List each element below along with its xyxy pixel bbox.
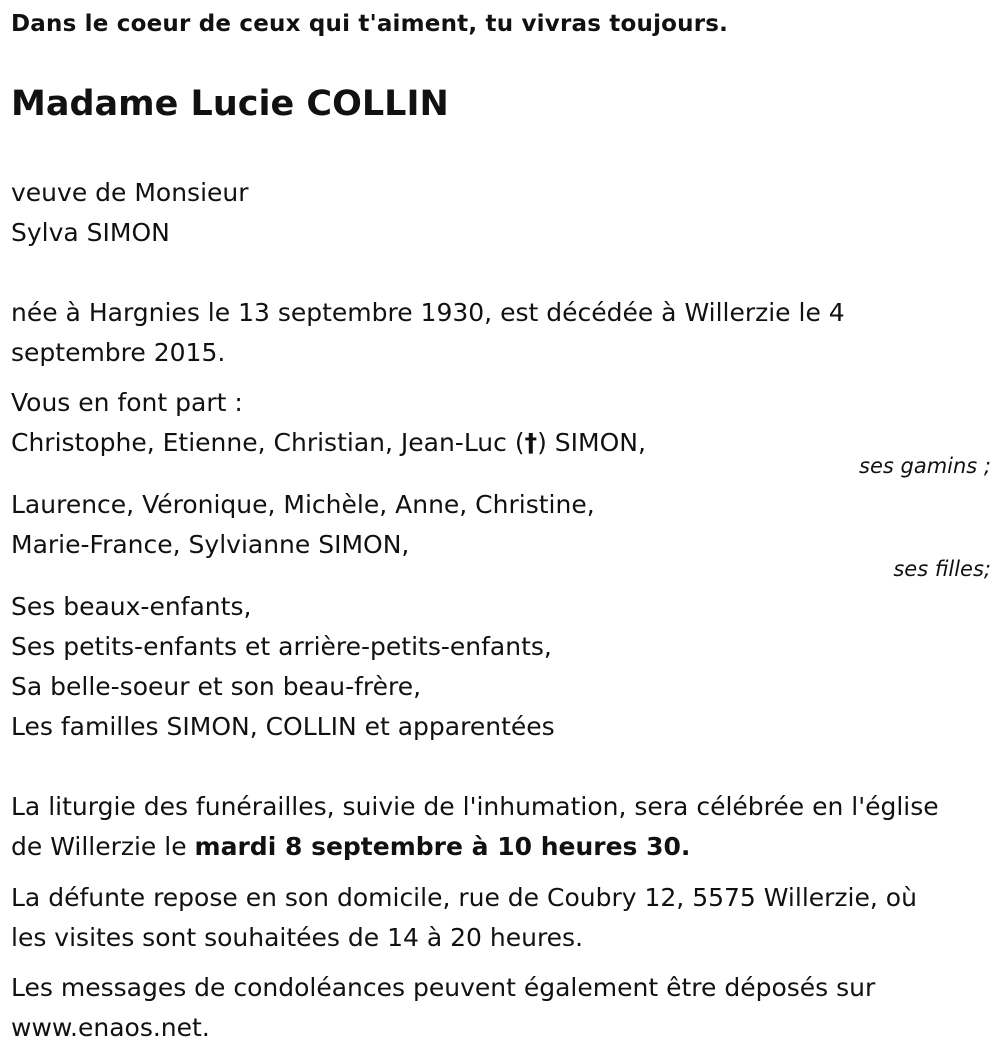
family-intro: Vous en font part : [11, 388, 243, 417]
funeral-place: de Willerzie le [11, 832, 195, 861]
tagline: Dans le coeur de ceux qui t'aiment, tu vivras toujours. [11, 11, 729, 37]
cross-icon: † [524, 428, 538, 457]
birth-death-line-1: née à Hargnies le 13 septembre 1930, est décédée à Willerzie le 4 [11, 298, 845, 327]
daughters-label: ses filles; [893, 557, 991, 581]
sons-names-suffix: ) SIMON, [537, 428, 646, 457]
family-other-1: Ses beaux-enfants, [11, 592, 252, 621]
deceased-name: Madame Lucie COLLIN [11, 84, 449, 124]
sons-line [11, 423, 646, 463]
funeral-datetime: mardi 8 septembre à 10 heures 30. [194, 832, 691, 861]
visits-line-1: La défunte repose en son domicile, rue de Coubry 12, 5575 Willerzie, où [11, 883, 917, 912]
family-other-4: Les familles SIMON, COLLIN et apparentées [11, 712, 555, 741]
funeral-line-1: La liturgie des funérailles, suivie de l'inhumation, sera célébrée en l'église [11, 792, 939, 821]
condolences-line-1: Les messages de condoléances peuvent également être déposés sur [11, 973, 876, 1002]
spouse-line-2: Sylva SIMON [11, 218, 170, 247]
family-other-3: Sa belle-soeur et son beau-frère, [11, 672, 422, 701]
daughters-line-2: Marie-France, Sylvianne SIMON, [11, 530, 410, 559]
birth-death-line-2: septembre 2015. [11, 338, 226, 367]
visits-line-2: les visites sont souhaitées de 14 à 20 heures. [11, 923, 584, 952]
spouse-line-1: veuve de Monsieur [11, 178, 249, 207]
family-other-2: Ses petits-enfants et arrière-petits-enfants, [11, 632, 552, 661]
daughters-line-1: Laurence, Véronique, Michèle, Anne, Christine, [11, 490, 595, 519]
funeral-line-2 [11, 827, 690, 867]
condolences-link[interactable]: www.enaos.net. [11, 1013, 210, 1042]
sons-label: ses gamins ; [859, 454, 991, 478]
sons-names-prefix: Christophe, Etienne, Christian, Jean-Luc ( [11, 428, 525, 457]
